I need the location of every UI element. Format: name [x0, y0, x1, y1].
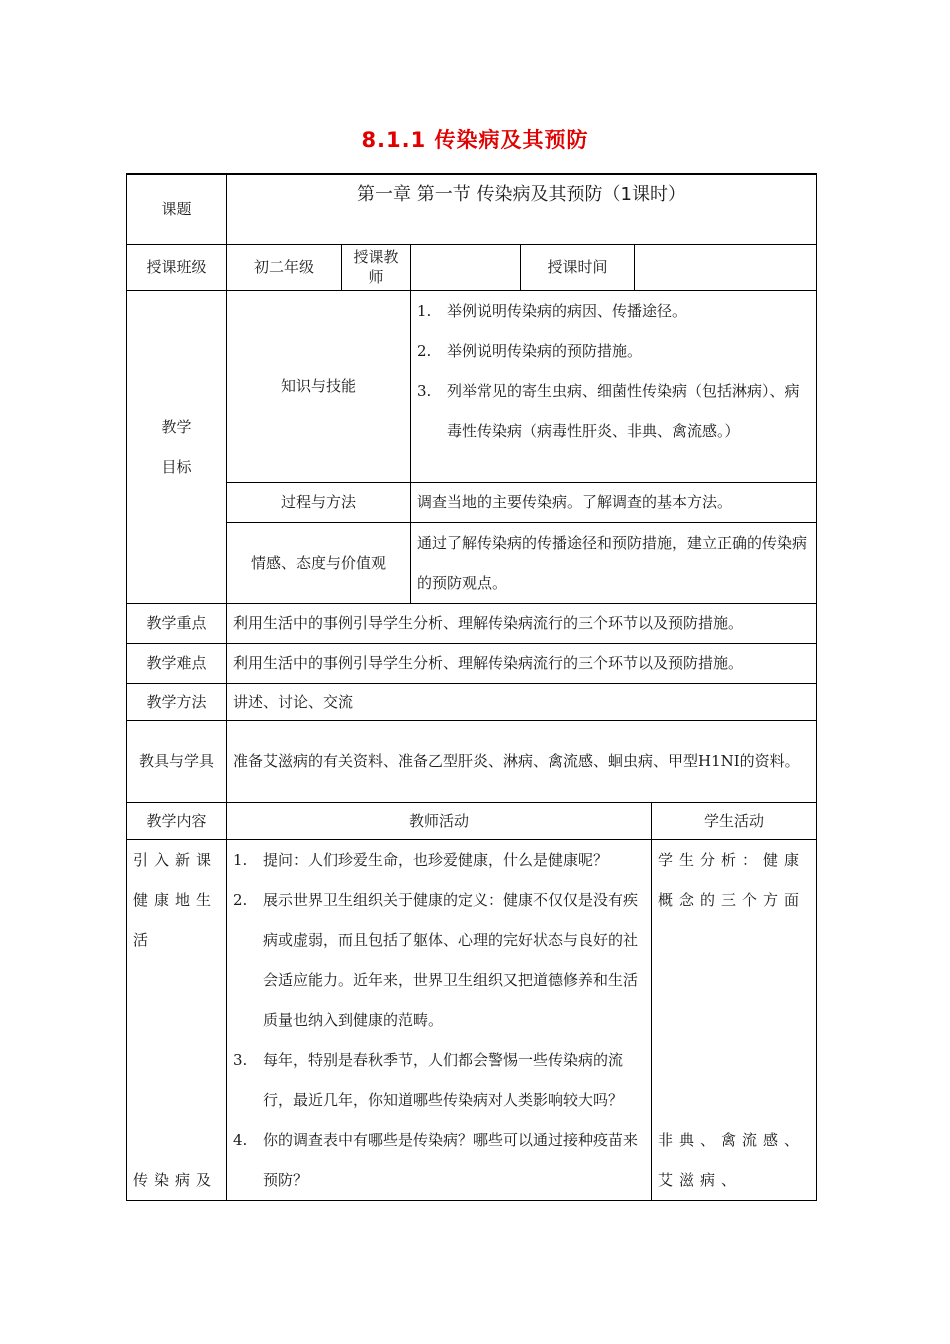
list-item-number: 4.: [233, 1130, 248, 1149]
process-label: 过程与方法: [227, 482, 411, 522]
topic-row: [127, 174, 817, 244]
content-1: 引入新课健康地生活: [133, 850, 218, 949]
class-row: [127, 244, 817, 290]
list-item-text: 提问：人们珍爱生命，也珍爱健康，什么是健康呢？: [263, 850, 609, 869]
list-item-number: 3.: [233, 1050, 248, 1069]
key-value: 利用生活中的事例引导学生分析、理解传染病流行的三个环节以及预防措施。: [227, 603, 817, 643]
knowledge-label: 知识与技能: [227, 290, 411, 482]
list-item: [233, 880, 645, 1040]
list-item: [233, 1120, 645, 1200]
student-activity-cell: [652, 839, 817, 1200]
list-item-number: 1.: [233, 850, 248, 869]
activity-header-row: [127, 802, 817, 839]
student-2: 非典、禽流感、艾滋病、: [658, 1130, 806, 1189]
list-item: [417, 291, 810, 331]
list-item-number: 2.: [233, 890, 248, 909]
time-value: [635, 244, 817, 290]
student-activity-label: 学生活动: [652, 802, 817, 839]
emotion-row: [127, 522, 817, 603]
class-value: 初二年级: [227, 244, 342, 290]
teacher-activity-label: 教师活动: [227, 802, 652, 839]
class-label: 授课班级: [127, 244, 227, 290]
topic-value: 第一章 第一节 传染病及其预防（1课时）: [227, 174, 817, 244]
method-label: 教学方法: [127, 683, 227, 720]
difficulty-row: [127, 643, 817, 683]
lesson-plan-table: [126, 173, 817, 1201]
key-label: 教学重点: [127, 603, 227, 643]
difficulty-value: 利用生活中的事例引导学生分析、理解传染病流行的三个环节以及预防措施。: [227, 643, 817, 683]
emotion-label: 情感、态度与价值观: [227, 522, 411, 603]
list-item-text: 展示世界卫生组织关于健康的定义：健康不仅仅是没有疾病或虚弱，而且包括了躯体、心理的完好状态与良好的社会适应能力。近年来，世界卫生组织又把道德修养和生活质量也纳入到健康的范畴。: [263, 890, 639, 1029]
content-cell: [127, 839, 227, 1200]
knowledge-list: [411, 290, 817, 482]
list-item: [233, 1040, 645, 1120]
time-label: 授课时间: [521, 244, 635, 290]
list-item-text: 你的调查表中有哪些是传染病？哪些可以通过接种疫苗来预防？: [263, 1130, 639, 1189]
tools-label: 教具与学具: [127, 720, 227, 802]
teacher-value: [411, 244, 521, 290]
tools-row: [127, 720, 817, 802]
student-1: 学生分析：健康概念的三个方面: [658, 850, 806, 909]
emotion-value: 通过了解传染病的传播途径和预防措施，建立正确的传染病的预防观点。: [411, 522, 817, 603]
knowledge-row: [127, 290, 817, 482]
method-row: [127, 683, 817, 720]
difficulty-label: 教学难点: [127, 643, 227, 683]
list-item-number: 3.: [417, 381, 432, 400]
tools-value: 准备艾滋病的有关资料、准备乙型肝炎、淋病、禽流感、蛔虫病、甲型H1NI的资料。: [227, 720, 817, 802]
topic-label: 课题: [127, 174, 227, 244]
list-item-text: 列举常见的寄生虫病、细菌性传染病（包括淋病）、病毒性传染病（病毒性肝炎、非典、禽流感。）: [447, 381, 800, 440]
list-item-text: 举例说明传染病的预防措施。: [447, 341, 643, 360]
document-title: 8.1.1 传染病及其预防: [361, 128, 589, 152]
teacher-activity-cell: [227, 839, 652, 1200]
list-item-text: 每年，特别是春秋季节，人们都会警惕一些传染病的流行，最近几年，你知道哪些传染病对人类影响较大吗？: [263, 1050, 624, 1109]
activity-row: [127, 839, 817, 1200]
goal-label-2: 目标: [161, 457, 192, 476]
method-value: 讲述、讨论、交流: [227, 683, 817, 720]
goal-label: [127, 290, 227, 603]
list-item-number: 1.: [417, 301, 432, 320]
list-item: [417, 331, 810, 371]
list-item-text: 举例说明传染病的病因、传播途径。: [447, 301, 688, 320]
content-2: 传染病及: [133, 1170, 218, 1189]
teacher-label: 授课教师: [342, 244, 411, 290]
process-row: [127, 482, 817, 522]
goal-label-1: 教学: [161, 417, 192, 436]
key-row: [127, 603, 817, 643]
process-value: 调查当地的主要传染病。了解调查的基本方法。: [411, 482, 817, 522]
list-item: [233, 840, 645, 880]
list-item-number: 2.: [417, 341, 432, 360]
content-label: 教学内容: [127, 802, 227, 839]
list-item: [417, 371, 810, 451]
